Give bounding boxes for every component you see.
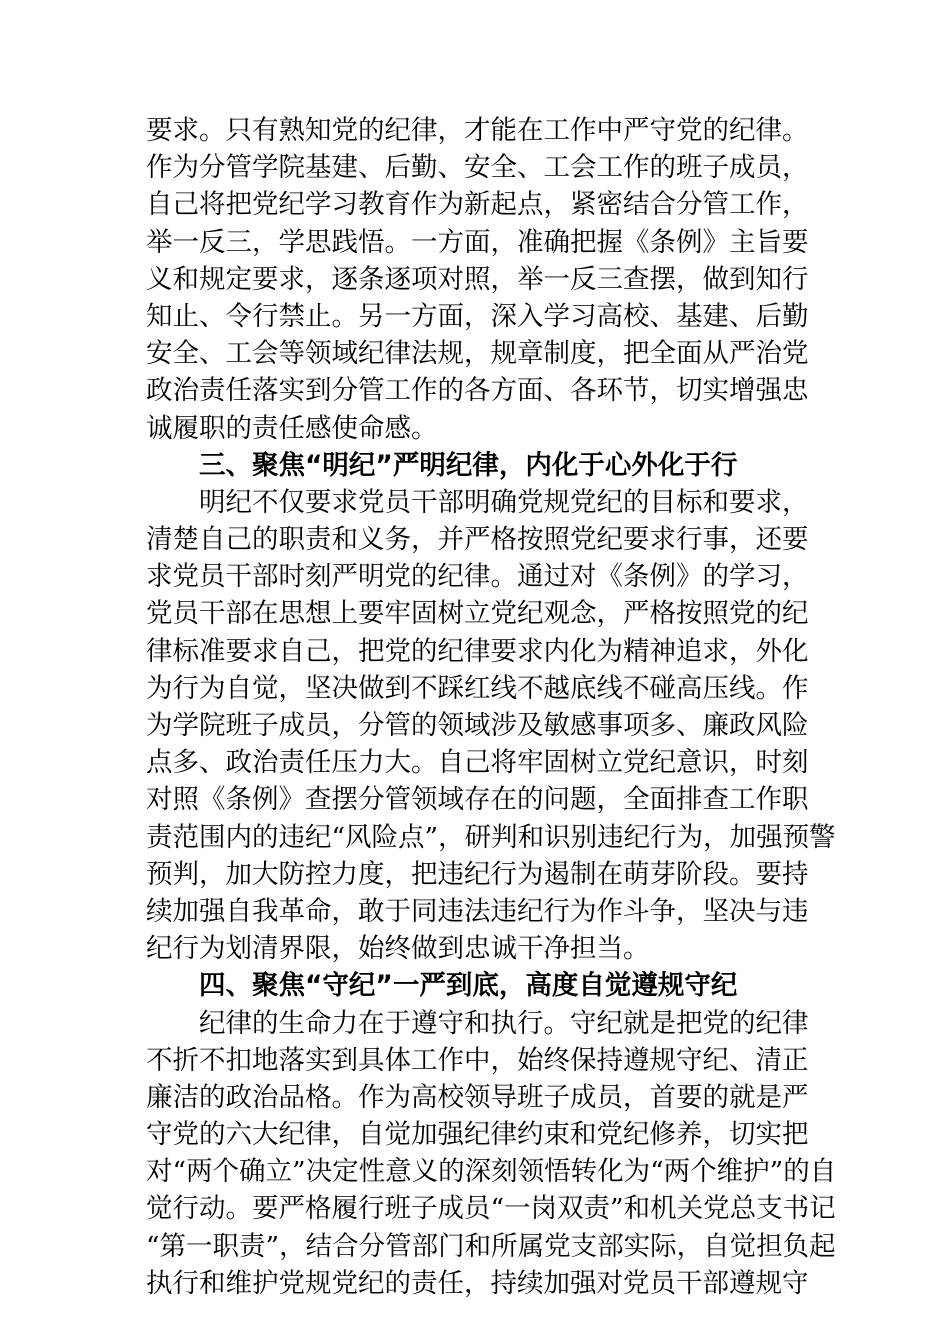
text-line: 纪律的生命力在于遵守和执行。守纪就是把党的纪律 — [199, 1007, 809, 1039]
paragraph-2 — [146, 484, 836, 967]
text-line: 廉洁的政治品格。作为高校领导班子成员，首要的就是严 — [146, 1081, 809, 1113]
text-line: 守党的六大纪律，自觉加强纪律约束和党纪修养，切实把 — [146, 1119, 809, 1151]
section-heading-3: 三、聚焦“明纪”严明纪律，内化于心外化于行 — [199, 449, 738, 481]
paragraph-1 — [146, 112, 808, 447]
text-line: 党员干部在思想上要牢固树立党纪观念，严格按照党的纪 — [146, 598, 809, 630]
document-page — [146, 112, 837, 1302]
text-line: 清楚自己的职责和义务，并严格按照党纪要求行事，还要 — [146, 524, 809, 556]
text-line: 对“两个确立”决定性意义的深刻领悟转化为“两个维护”的自 — [146, 1156, 837, 1188]
text-line: 求党员干部时刻严明党的纪律。通过对《条例》的学习， — [146, 561, 809, 593]
text-line: 不折不扣地落实到具体工作中，始终保持遵规守纪、清正 — [146, 1044, 809, 1076]
text-line: 举一反三，学思践悟。一方面，准确把握《条例》主旨要 — [146, 226, 809, 258]
text-line: 律标准要求自己，把党的纪律要求内化为精神追求，外化 — [146, 635, 809, 667]
text-line: 明纪不仅要求党员干部明确党规党纪的目标和要求， — [199, 486, 809, 518]
text-line: 纪行为划清界限，始终做到忠诚干净担当。 — [146, 933, 650, 965]
text-line: 政治责任落实到分管工作的各方面、各环节，切实增强忠 — [146, 375, 809, 407]
text-line: 知止、令行禁止。另一方面，深入学习高校、基建、后勤 — [146, 300, 809, 332]
paragraph-3 — [146, 1005, 837, 1303]
text-line: 诚履职的责任感使命感。 — [146, 412, 438, 444]
text-line: 觉行动。要严格履行班子成员“一岗双责”和机关党总支书记 — [146, 1193, 836, 1225]
text-line: 预判，加大防控力度，把违纪行为遏制在萌芽阶段。要持 — [146, 858, 809, 890]
text-line: 要求。只有熟知党的纪律，才能在工作中严守党的纪律。 — [146, 115, 809, 146]
text-line: 为行为自觉，坚决做到不踩红线不越底线不碰高压线。作 — [146, 672, 809, 704]
section-heading-4: 四、聚焦“守纪”一严到底，高度自觉遵规守纪 — [199, 970, 738, 1002]
text-line: 义和规定要求，逐条逐项对照，举一反三查摆，做到知行 — [146, 263, 809, 295]
text-line: 安全、工会等领域纪律法规，规章制度，把全面从严治党 — [146, 338, 809, 370]
text-line: 对照《条例》查摆分管领域存在的问题，全面排查工作职 — [146, 784, 809, 816]
text-line: 自己将把党纪学习教育作为新起点，紧密结合分管工作， — [146, 189, 809, 221]
text-line: 为学院班子成员，分管的领域涉及敏感事项多、廉政风险 — [146, 710, 809, 741]
text-line: “第一职责”，结合分管部门和所属党支部实际，自觉担负起 — [146, 1230, 836, 1262]
text-line: 点多、政治责任压力大。自己将牢固树立党纪意识，时刻 — [146, 747, 809, 779]
text-line: 续加强自我革命，敢于同违法违纪行为作斗争，坚决与违 — [146, 895, 809, 927]
text-line: 责范围内的违纪“风险点”，研判和识别违纪行为，加强预警 — [146, 821, 836, 853]
text-line: 作为分管学院基建、后勤、安全、工会工作的班子成员， — [146, 152, 809, 184]
text-line: 执行和维护党规党纪的责任，持续加强对党员干部遵规守 — [146, 1267, 809, 1299]
